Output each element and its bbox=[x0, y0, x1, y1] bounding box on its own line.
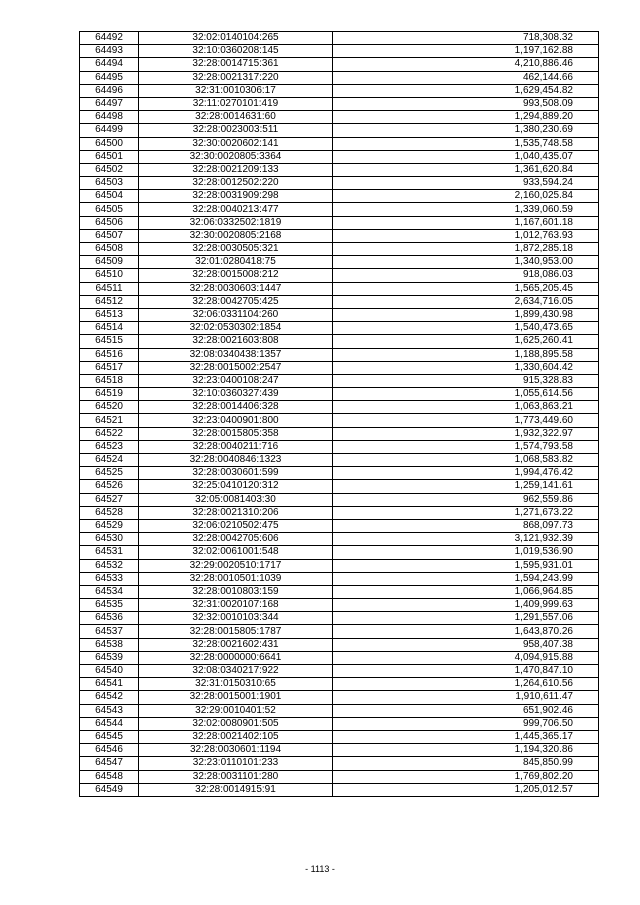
cadastral-number-cell: 32:28:0015002:2547 bbox=[139, 361, 333, 374]
value-cell: 1,291,557.06 bbox=[333, 612, 599, 625]
value-cell: 1,194,320.86 bbox=[333, 744, 599, 757]
cadastral-number-cell: 32:28:0042705:425 bbox=[139, 295, 333, 308]
value-cell: 1,773,449.60 bbox=[333, 414, 599, 427]
cadastral-number-cell: 32:28:0012502:220 bbox=[139, 177, 333, 190]
row-number-cell: 64540 bbox=[80, 665, 139, 678]
row-number-cell: 64502 bbox=[80, 163, 139, 176]
row-number-cell: 64495 bbox=[80, 71, 139, 84]
table-row bbox=[80, 533, 599, 546]
value-cell: 1,264,610.56 bbox=[333, 678, 599, 691]
table-row bbox=[80, 84, 599, 97]
table-row bbox=[80, 493, 599, 506]
row-number-cell: 64525 bbox=[80, 467, 139, 480]
row-number-cell: 64518 bbox=[80, 374, 139, 387]
row-number-cell: 64527 bbox=[80, 493, 139, 506]
row-number-cell: 64503 bbox=[80, 177, 139, 190]
row-number-cell: 64532 bbox=[80, 559, 139, 572]
value-cell: 1,629,454.82 bbox=[333, 84, 599, 97]
table-row bbox=[80, 744, 599, 757]
value-cell: 1,769,802.20 bbox=[333, 770, 599, 783]
cadastral-number-cell: 32:31:0010306:17 bbox=[139, 84, 333, 97]
row-number-cell: 64539 bbox=[80, 651, 139, 664]
value-cell: 958,407.38 bbox=[333, 638, 599, 651]
cadastral-number-cell: 32:32:0010103:344 bbox=[139, 612, 333, 625]
value-cell: 1,625,260.41 bbox=[333, 335, 599, 348]
row-number-cell: 64530 bbox=[80, 533, 139, 546]
table-row bbox=[80, 361, 599, 374]
data-table bbox=[79, 31, 599, 797]
cadastral-number-cell: 32:06:0332502:1819 bbox=[139, 216, 333, 229]
value-cell: 2,634,716.05 bbox=[333, 295, 599, 308]
value-cell: 999,706.50 bbox=[333, 717, 599, 730]
value-cell: 1,259,141.61 bbox=[333, 480, 599, 493]
value-cell: 1,535,748.58 bbox=[333, 137, 599, 150]
row-number-cell: 64521 bbox=[80, 414, 139, 427]
cadastral-number-cell: 32:28:0030601:599 bbox=[139, 467, 333, 480]
table-row bbox=[80, 625, 599, 638]
value-cell: 1,594,243.99 bbox=[333, 572, 599, 585]
cadastral-number-cell: 32:02:0061001:548 bbox=[139, 546, 333, 559]
row-number-cell: 64516 bbox=[80, 348, 139, 361]
value-cell: 1,361,620.84 bbox=[333, 163, 599, 176]
table-row bbox=[80, 256, 599, 269]
row-number-cell: 64505 bbox=[80, 203, 139, 216]
row-number-cell: 64534 bbox=[80, 585, 139, 598]
row-number-cell: 64538 bbox=[80, 638, 139, 651]
value-cell: 1,167,601.18 bbox=[333, 216, 599, 229]
value-cell: 1,019,536.90 bbox=[333, 546, 599, 559]
row-number-cell: 64514 bbox=[80, 322, 139, 335]
cadastral-number-cell: 32:28:0040211:716 bbox=[139, 440, 333, 453]
table-row bbox=[80, 137, 599, 150]
table-row bbox=[80, 519, 599, 532]
table-row bbox=[80, 58, 599, 71]
cadastral-number-cell: 32:28:0030505:321 bbox=[139, 243, 333, 256]
cadastral-number-cell: 32:28:0030601:1194 bbox=[139, 744, 333, 757]
row-number-cell: 64512 bbox=[80, 295, 139, 308]
value-cell: 1,040,435.07 bbox=[333, 150, 599, 163]
table-row bbox=[80, 414, 599, 427]
cadastral-number-cell: 32:28:0015805:358 bbox=[139, 427, 333, 440]
cadastral-number-cell: 32:28:0031909:298 bbox=[139, 190, 333, 203]
table-row bbox=[80, 177, 599, 190]
cadastral-number-cell: 32:28:0021209:133 bbox=[139, 163, 333, 176]
value-cell: 1,066,964.85 bbox=[333, 585, 599, 598]
cadastral-number-cell: 32:28:0014631:60 bbox=[139, 111, 333, 124]
value-cell: 1,994,476.42 bbox=[333, 467, 599, 480]
cadastral-number-cell: 32:28:0021317:220 bbox=[139, 71, 333, 84]
cadastral-number-cell: 32:28:0015001:1901 bbox=[139, 691, 333, 704]
table-row bbox=[80, 704, 599, 717]
cadastral-number-cell: 32:30:0020602:141 bbox=[139, 137, 333, 150]
table-row bbox=[80, 32, 599, 45]
value-cell: 1,012,763.93 bbox=[333, 229, 599, 242]
row-number-cell: 64511 bbox=[80, 282, 139, 295]
value-cell: 1,899,430.98 bbox=[333, 308, 599, 321]
table-row bbox=[80, 308, 599, 321]
cadastral-number-cell: 32:28:0040213:477 bbox=[139, 203, 333, 216]
cadastral-number-cell: 32:25:0410120:312 bbox=[139, 480, 333, 493]
table-row bbox=[80, 388, 599, 401]
value-cell: 1,910,611.47 bbox=[333, 691, 599, 704]
table-row bbox=[80, 691, 599, 704]
row-number-cell: 64493 bbox=[80, 45, 139, 58]
table-row bbox=[80, 572, 599, 585]
cadastral-number-cell: 32:08:0340438:1357 bbox=[139, 348, 333, 361]
row-number-cell: 64504 bbox=[80, 190, 139, 203]
cadastral-number-cell: 32:10:0360208:145 bbox=[139, 45, 333, 58]
table-row bbox=[80, 559, 599, 572]
table-row bbox=[80, 45, 599, 58]
cadastral-number-cell: 32:06:0210502:475 bbox=[139, 519, 333, 532]
cadastral-number-cell: 32:31:0150310:65 bbox=[139, 678, 333, 691]
table-row bbox=[80, 97, 599, 110]
cadastral-number-cell: 32:28:0014915:91 bbox=[139, 783, 333, 796]
row-number-cell: 64520 bbox=[80, 401, 139, 414]
value-cell: 718,308.32 bbox=[333, 32, 599, 45]
value-cell: 1,205,012.57 bbox=[333, 783, 599, 796]
row-number-cell: 64494 bbox=[80, 58, 139, 71]
table-row bbox=[80, 124, 599, 137]
cadastral-number-cell: 32:28:0000000:6641 bbox=[139, 651, 333, 664]
row-number-cell: 64498 bbox=[80, 111, 139, 124]
row-number-cell: 64543 bbox=[80, 704, 139, 717]
cadastral-number-cell: 32:28:0021603:808 bbox=[139, 335, 333, 348]
row-number-cell: 64529 bbox=[80, 519, 139, 532]
cadastral-number-cell: 32:28:0010803:159 bbox=[139, 585, 333, 598]
row-number-cell: 64546 bbox=[80, 744, 139, 757]
cadastral-number-cell: 32:23:0400108:247 bbox=[139, 374, 333, 387]
table-body bbox=[80, 32, 599, 797]
table-row bbox=[80, 322, 599, 335]
table-row bbox=[80, 243, 599, 256]
row-number-cell: 64500 bbox=[80, 137, 139, 150]
table-row bbox=[80, 467, 599, 480]
value-cell: 1,574,793.58 bbox=[333, 440, 599, 453]
row-number-cell: 64496 bbox=[80, 84, 139, 97]
value-cell: 4,210,886.46 bbox=[333, 58, 599, 71]
table-row bbox=[80, 757, 599, 770]
cadastral-number-cell: 32:28:0030603:1447 bbox=[139, 282, 333, 295]
table-row bbox=[80, 335, 599, 348]
cadastral-number-cell: 32:28:0015805:1787 bbox=[139, 625, 333, 638]
table-row bbox=[80, 71, 599, 84]
table-row bbox=[80, 770, 599, 783]
row-number-cell: 64542 bbox=[80, 691, 139, 704]
value-cell: 1,339,060.59 bbox=[333, 203, 599, 216]
row-number-cell: 64541 bbox=[80, 678, 139, 691]
value-cell: 1,643,870.26 bbox=[333, 625, 599, 638]
value-cell: 1,470,847.10 bbox=[333, 665, 599, 678]
cadastral-number-cell: 32:29:0020510:1717 bbox=[139, 559, 333, 572]
row-number-cell: 64535 bbox=[80, 599, 139, 612]
value-cell: 1,063,863.21 bbox=[333, 401, 599, 414]
value-cell: 933,594.24 bbox=[333, 177, 599, 190]
row-number-cell: 64549 bbox=[80, 783, 139, 796]
table-row bbox=[80, 269, 599, 282]
value-cell: 1,872,285.18 bbox=[333, 243, 599, 256]
row-number-cell: 64526 bbox=[80, 480, 139, 493]
value-cell: 1,565,205.45 bbox=[333, 282, 599, 295]
value-cell: 1,540,473.65 bbox=[333, 322, 599, 335]
cadastral-number-cell: 32:06:0331104:260 bbox=[139, 308, 333, 321]
cadastral-number-cell: 32:28:0023003:511 bbox=[139, 124, 333, 137]
table-row bbox=[80, 295, 599, 308]
value-cell: 2,160,025.84 bbox=[333, 190, 599, 203]
value-cell: 993,508.09 bbox=[333, 97, 599, 110]
cadastral-number-cell: 32:01:0280418:75 bbox=[139, 256, 333, 269]
cadastral-number-cell: 32:23:0110101:233 bbox=[139, 757, 333, 770]
cadastral-number-cell: 32:28:0014715:361 bbox=[139, 58, 333, 71]
table-row bbox=[80, 651, 599, 664]
table-row bbox=[80, 401, 599, 414]
cadastral-number-cell: 32:28:0040846:1323 bbox=[139, 454, 333, 467]
table-row bbox=[80, 506, 599, 519]
value-cell: 1,932,322.97 bbox=[333, 427, 599, 440]
row-number-cell: 64524 bbox=[80, 454, 139, 467]
row-number-cell: 64544 bbox=[80, 717, 139, 730]
table-row bbox=[80, 599, 599, 612]
row-number-cell: 64537 bbox=[80, 625, 139, 638]
value-cell: 1,197,162.88 bbox=[333, 45, 599, 58]
table-row bbox=[80, 282, 599, 295]
cadastral-number-cell: 32:28:0042705:606 bbox=[139, 533, 333, 546]
value-cell: 1,188,895.58 bbox=[333, 348, 599, 361]
table-row bbox=[80, 190, 599, 203]
row-number-cell: 64536 bbox=[80, 612, 139, 625]
value-cell: 1,340,953.00 bbox=[333, 256, 599, 269]
value-cell: 3,121,932.39 bbox=[333, 533, 599, 546]
table-row bbox=[80, 216, 599, 229]
table-row bbox=[80, 348, 599, 361]
value-cell: 1,055,614.56 bbox=[333, 388, 599, 401]
table-row bbox=[80, 546, 599, 559]
value-cell: 4,094,915.88 bbox=[333, 651, 599, 664]
value-cell: 918,086.03 bbox=[333, 269, 599, 282]
cadastral-number-cell: 32:08:0340217:922 bbox=[139, 665, 333, 678]
cadastral-number-cell: 32:30:0020805:2168 bbox=[139, 229, 333, 242]
row-number-cell: 64515 bbox=[80, 335, 139, 348]
value-cell: 1,294,889.20 bbox=[333, 111, 599, 124]
table-row bbox=[80, 665, 599, 678]
table-row bbox=[80, 454, 599, 467]
value-cell: 462,144.66 bbox=[333, 71, 599, 84]
cadastral-number-cell: 32:31:0020107:168 bbox=[139, 599, 333, 612]
table-row bbox=[80, 440, 599, 453]
value-cell: 845,850.99 bbox=[333, 757, 599, 770]
row-number-cell: 64497 bbox=[80, 97, 139, 110]
table-row bbox=[80, 678, 599, 691]
table-row bbox=[80, 374, 599, 387]
row-number-cell: 64492 bbox=[80, 32, 139, 45]
cadastral-number-cell: 32:05:0081403:30 bbox=[139, 493, 333, 506]
cadastral-number-cell: 32:28:0021602:431 bbox=[139, 638, 333, 651]
value-cell: 651,902.46 bbox=[333, 704, 599, 717]
value-cell: 1,409,999.63 bbox=[333, 599, 599, 612]
value-cell: 1,445,365.17 bbox=[333, 730, 599, 743]
value-cell: 1,595,931.01 bbox=[333, 559, 599, 572]
cadastral-number-cell: 32:10:0360327:439 bbox=[139, 388, 333, 401]
row-number-cell: 64523 bbox=[80, 440, 139, 453]
table-row bbox=[80, 163, 599, 176]
row-number-cell: 64513 bbox=[80, 308, 139, 321]
table-row bbox=[80, 150, 599, 163]
row-number-cell: 64531 bbox=[80, 546, 139, 559]
row-number-cell: 64547 bbox=[80, 757, 139, 770]
value-cell: 962,559.86 bbox=[333, 493, 599, 506]
cadastral-number-cell: 32:02:0080901:505 bbox=[139, 717, 333, 730]
cadastral-number-cell: 32:02:0530302:1854 bbox=[139, 322, 333, 335]
row-number-cell: 64506 bbox=[80, 216, 139, 229]
row-number-cell: 64519 bbox=[80, 388, 139, 401]
row-number-cell: 64501 bbox=[80, 150, 139, 163]
cadastral-number-cell: 32:23:0400901:800 bbox=[139, 414, 333, 427]
table-row bbox=[80, 203, 599, 216]
table-row bbox=[80, 638, 599, 651]
cadastral-number-cell: 32:28:0021310:206 bbox=[139, 506, 333, 519]
row-number-cell: 64508 bbox=[80, 243, 139, 256]
row-number-cell: 64522 bbox=[80, 427, 139, 440]
table-row bbox=[80, 111, 599, 124]
table-row bbox=[80, 427, 599, 440]
row-number-cell: 64507 bbox=[80, 229, 139, 242]
cadastral-number-cell: 32:02:0140104:265 bbox=[139, 32, 333, 45]
row-number-cell: 64517 bbox=[80, 361, 139, 374]
table-row bbox=[80, 229, 599, 242]
cadastral-number-cell: 32:28:0031101:280 bbox=[139, 770, 333, 783]
row-number-cell: 64533 bbox=[80, 572, 139, 585]
value-cell: 915,328.83 bbox=[333, 374, 599, 387]
cadastral-number-cell: 32:28:0021402:105 bbox=[139, 730, 333, 743]
cadastral-number-cell: 32:29:0010401:52 bbox=[139, 704, 333, 717]
row-number-cell: 64528 bbox=[80, 506, 139, 519]
table-row bbox=[80, 480, 599, 493]
table-row bbox=[80, 585, 599, 598]
value-cell: 1,068,583.82 bbox=[333, 454, 599, 467]
value-cell: 1,330,604.42 bbox=[333, 361, 599, 374]
row-number-cell: 64548 bbox=[80, 770, 139, 783]
row-number-cell: 64545 bbox=[80, 730, 139, 743]
table-row bbox=[80, 730, 599, 743]
cadastral-number-cell: 32:28:0015008:212 bbox=[139, 269, 333, 282]
cadastral-number-cell: 32:28:0014406:328 bbox=[139, 401, 333, 414]
value-cell: 1,380,230.69 bbox=[333, 124, 599, 137]
value-cell: 1,271,673.22 bbox=[333, 506, 599, 519]
table-row bbox=[80, 717, 599, 730]
row-number-cell: 64509 bbox=[80, 256, 139, 269]
row-number-cell: 64499 bbox=[80, 124, 139, 137]
cadastral-number-cell: 32:11:0270101:419 bbox=[139, 97, 333, 110]
cadastral-number-cell: 32:28:0010501:1039 bbox=[139, 572, 333, 585]
row-number-cell: 64510 bbox=[80, 269, 139, 282]
table-row bbox=[80, 783, 599, 796]
table-row bbox=[80, 612, 599, 625]
value-cell: 868,097.73 bbox=[333, 519, 599, 532]
cadastral-number-cell: 32:30:0020805:3364 bbox=[139, 150, 333, 163]
page-number: - 1113 - bbox=[305, 864, 335, 874]
